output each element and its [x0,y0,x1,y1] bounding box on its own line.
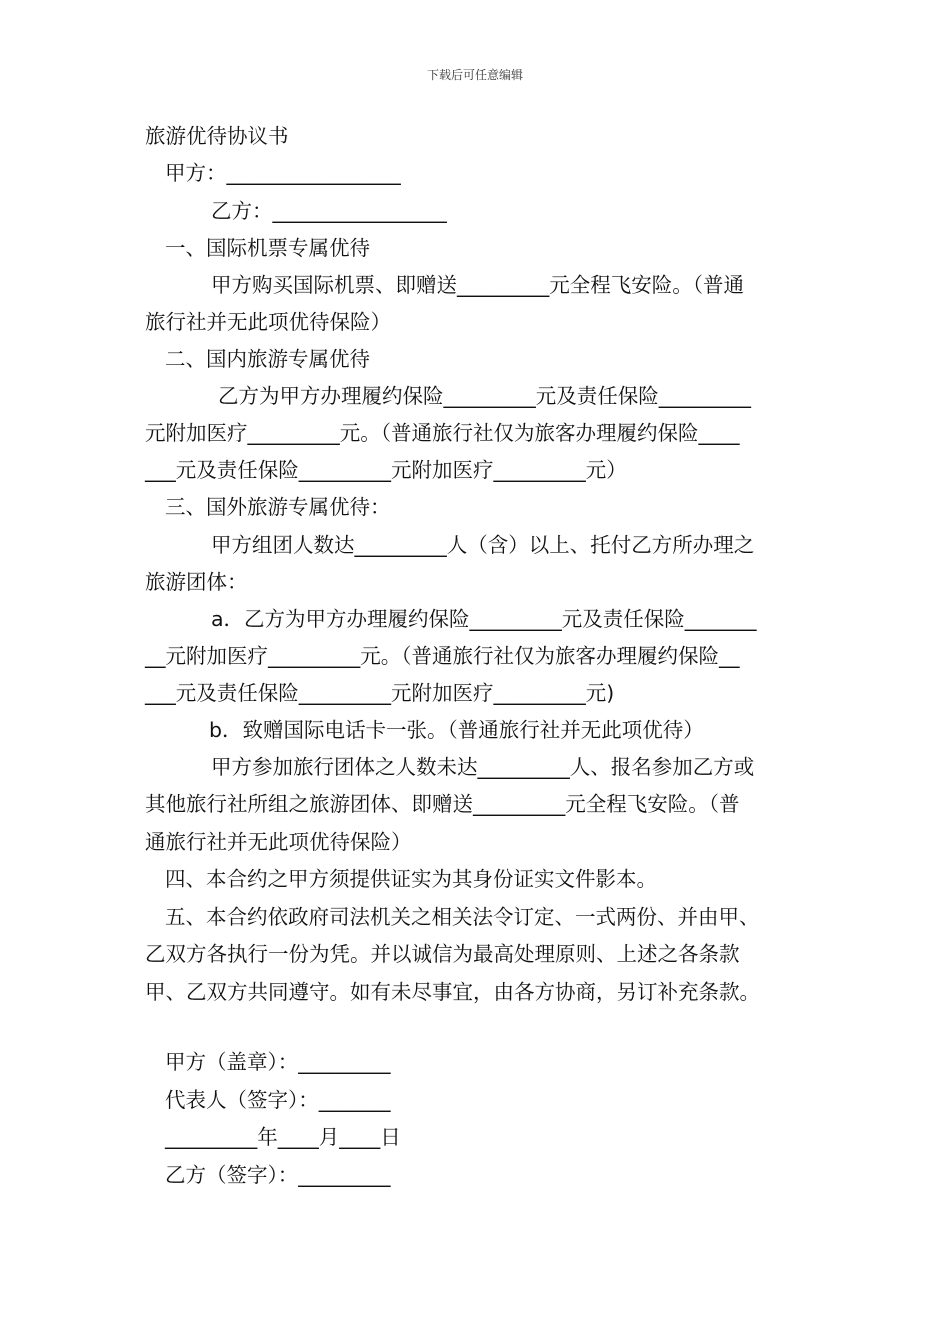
paragraph-line: 乙双方各执行一份为凭。并以诚信为最高处理原则、上述之各条款 [145,942,740,966]
party-b-line: 乙方：_________________ [211,199,447,223]
paragraph-line: 甲方组团人数达_________人（含）以上、托付乙方所办理之 [211,533,755,557]
page-header: 下载后可任意编辑 [426,68,523,82]
paragraph-line: 其他旅行社所组之旅游团体、即赠送_________元全程飞安险。（普 [145,792,740,816]
section-heading-3: 三、国外旅游专属优待： [165,495,391,519]
signature-representative: 代表人（签字）：_______ [165,1088,391,1112]
paragraph-line: 甲方参加旅行团体之人数未达_________人、报名参加乙方或 [211,755,755,779]
signature-party-b: 乙方（签字）：_________ [165,1163,391,1187]
paragraph-line: ___元及责任保险_________元附加医疗_________元） [145,458,627,482]
paragraph-line: 旅游团体： [145,570,248,594]
paragraph-line: b．致赠国际电话卡一张。（普通旅行社并无此项优待） [209,718,704,742]
doc-title: 旅游优待协议书 [145,124,289,148]
section-heading-5: 五、本合约依政府司法机关之相关法令订定、一式两份、并由甲、 [165,905,760,929]
paragraph-line: __元附加医疗_________元。（普通旅行社仅为旅客办理履约保险__ [145,644,740,668]
paragraph-line: 通旅行社并无此项优待保险） [145,830,412,854]
signature-party-a: 甲方（盖章）：_________ [165,1050,391,1074]
paragraph-line: 乙方为甲方办理履约保险_________元及责任保险_________ [218,384,751,408]
paragraph-line: ___元及责任保险_________元附加医疗_________元) [145,681,615,705]
section-heading-1: 一、国际机票专属优待 [165,236,370,260]
section-heading-2: 二、国内旅游专属优待 [165,347,370,371]
paragraph-line: 元附加医疗_________元。（普通旅行社仅为旅客办理履约保险____ [145,421,740,445]
paragraph-line: a．乙方为甲方办理履约保险_________元及责任保险_______ [211,607,757,631]
paragraph-line: 甲方购买国际机票、即赠送_________元全程飞安险。（普通 [211,273,744,297]
section-heading-4: 四、本合约之甲方须提供证实为其身份证实文件影本。 [165,867,657,891]
paragraph-line: 旅行社并无此项优待保险） [145,310,391,334]
signature-date: _________年____月____日 [165,1125,401,1149]
party-a-line: 甲方：_________________ [165,161,401,185]
paragraph-line: 甲、乙双方共同遵守。如有未尽事宜，由各方协商，另订补充条款。 [145,980,760,1004]
